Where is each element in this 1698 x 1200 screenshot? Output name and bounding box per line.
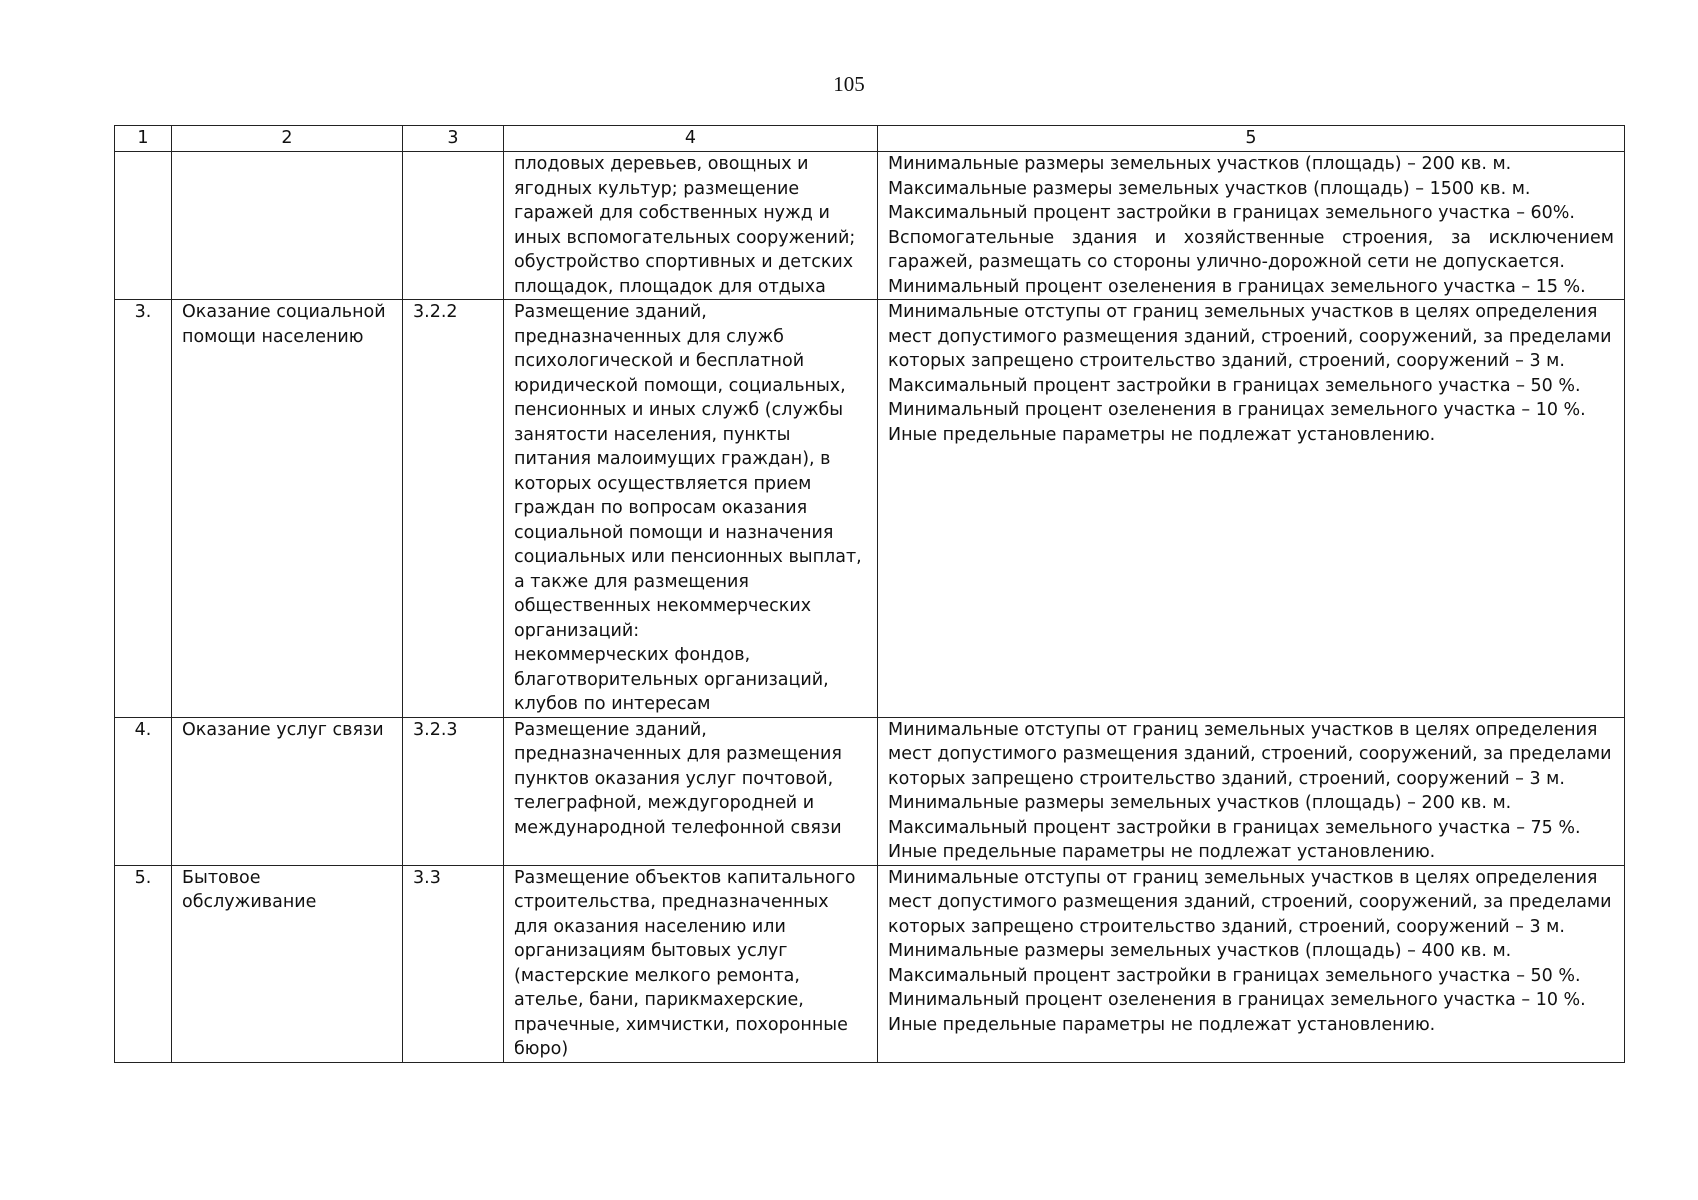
parameter-line: которых запрещено строительство зданий, строений, сооружений – 3 м. bbox=[888, 916, 1565, 937]
row-number-cell: 4. bbox=[115, 717, 172, 865]
table-body bbox=[115, 152, 1625, 1063]
description-line: которых осуществляется прием bbox=[514, 473, 812, 494]
description-line: ателье, бани, парикмахерские, bbox=[514, 990, 804, 1010]
parameter-line: Минимальные отступы от границ земельных участков в целях определения bbox=[888, 867, 1598, 888]
page-number: 105 bbox=[833, 72, 865, 96]
parameter-line: Максимальный процент застройки в границах земельного участка – 50 %. bbox=[888, 965, 1581, 986]
parameters-cell bbox=[878, 152, 1625, 300]
parameter-line: Минимальные отступы от границ земельных участков в целях определения bbox=[888, 719, 1598, 740]
parameter-line: Минимальный процент озеленения в границах земельного участка – 15 %. bbox=[888, 276, 1586, 297]
use-code-cell: 3.2.3 bbox=[403, 717, 504, 865]
use-name-cell bbox=[172, 152, 403, 300]
parameter-line: Минимальные размеры земельных участков (площадь) – 200 кв. м. bbox=[888, 154, 1512, 174]
parameter-line: Минимальные размеры земельных участков (площадь) – 400 кв. м. bbox=[888, 941, 1512, 961]
description-line: организациям бытовых услуг bbox=[514, 941, 788, 961]
parameter-line: Минимальные отступы от границ земельных участков в целях определения bbox=[888, 302, 1598, 322]
parameter-line: которых запрещено строительство зданий, строений, сооружений – 3 м. bbox=[888, 768, 1565, 789]
column-header-4: 4 bbox=[504, 126, 878, 152]
description-line: для оказания населению или bbox=[514, 916, 786, 937]
use-name-line: Оказание социальной bbox=[182, 302, 386, 322]
description-line: занятости населения, пункты bbox=[514, 424, 791, 445]
description-line: а также для размещения bbox=[514, 571, 749, 592]
use-code-cell: 3.3 bbox=[403, 865, 504, 1062]
description-cell bbox=[504, 717, 878, 865]
row-number-cell: 5. bbox=[115, 865, 172, 1062]
header-row bbox=[115, 126, 1625, 152]
description-line: международной телефонной связи bbox=[514, 817, 842, 838]
parameter-line: Максимальный процент застройки в границах земельного участка – 60%. bbox=[888, 203, 1575, 223]
description-line: психологической и бесплатной bbox=[514, 351, 805, 371]
description-line: организаций: bbox=[514, 620, 640, 641]
parameter-line: Иные предельные параметры не подлежат установлению. bbox=[888, 424, 1436, 445]
parameter-line: мест допустимого размещения зданий, строений, сооружений, за пределами bbox=[888, 744, 1612, 764]
parameter-line: Иные предельные параметры не подлежат установлению. bbox=[888, 842, 1436, 862]
column-header-2: 2 bbox=[172, 126, 403, 152]
description-line: граждан по вопросам оказания bbox=[514, 498, 808, 518]
description-cell bbox=[504, 152, 878, 300]
description-line: иных вспомогательных сооружений; bbox=[514, 227, 856, 248]
row-number-cell bbox=[115, 152, 172, 300]
parameter-line: Минимальный процент озеленения в границах земельного участка – 10 %. bbox=[888, 990, 1586, 1010]
table-row bbox=[115, 152, 1625, 300]
description-line: гаражей для собственных нужд и bbox=[514, 203, 830, 223]
description-line: пенсионных и иных служб (службы bbox=[514, 400, 844, 420]
description-line: социальной помощи и назначения bbox=[514, 522, 834, 543]
parameters-cell bbox=[878, 300, 1625, 718]
description-line: площадок, площадок для отдыха bbox=[514, 276, 826, 297]
parameter-line: Вспомогательные здания и хозяйственные строения, за исключением bbox=[888, 227, 1614, 248]
description-line: общественных некоммерческих bbox=[514, 596, 812, 616]
description-line: прачечные, химчистки, похоронные bbox=[514, 1014, 848, 1035]
description-line: предназначенных для размещения bbox=[514, 744, 842, 764]
use-name-line: Бытовое bbox=[182, 867, 261, 888]
description-line: социальных или пенсионных выплат, bbox=[514, 547, 862, 567]
column-header-1: 1 bbox=[115, 126, 172, 152]
parameter-line: Максимальный процент застройки в границах земельного участка – 75 %. bbox=[888, 817, 1581, 838]
table-row bbox=[115, 865, 1625, 1062]
parameter-line: Минимальный процент озеленения в границах земельного участка – 10 %. bbox=[888, 400, 1586, 420]
description-line: бюро) bbox=[514, 1039, 569, 1059]
description-line: (мастерские мелкого ремонта, bbox=[514, 965, 800, 986]
parameter-line: мест допустимого размещения зданий, строений, сооружений, за пределами bbox=[888, 326, 1612, 347]
parameters-cell bbox=[878, 717, 1625, 865]
parameter-line: Максимальный процент застройки в границах земельного участка – 50 %. bbox=[888, 375, 1581, 396]
table-row bbox=[115, 717, 1625, 865]
description-line: некоммерческих фондов, bbox=[514, 645, 751, 665]
parameters-cell bbox=[878, 865, 1625, 1062]
description-line: юридической помощи, социальных, bbox=[514, 375, 846, 396]
description-line: строительства, предназначенных bbox=[514, 892, 829, 912]
description-cell bbox=[504, 865, 878, 1062]
parameter-line: которых запрещено строительство зданий, строений, сооружений – 3 м. bbox=[888, 351, 1565, 371]
land-use-table bbox=[114, 125, 1625, 1063]
parameter-line: гаражей, размещать со стороны улично-дорожной сети не допускается. bbox=[888, 252, 1565, 272]
parameter-line: Иные предельные параметры не подлежат установлению. bbox=[888, 1014, 1436, 1035]
description-line: предназначенных для служб bbox=[514, 326, 784, 347]
description-line: телеграфной, междугородней и bbox=[514, 793, 815, 813]
description-line: клубов по интересам bbox=[514, 694, 711, 714]
use-name-line: обслуживание bbox=[182, 892, 317, 912]
column-header-5: 5 bbox=[878, 126, 1625, 152]
description-line: Размещение объектов капитального bbox=[514, 867, 856, 888]
parameter-line: Минимальные размеры земельных участков (площадь) – 200 кв. м. bbox=[888, 793, 1512, 813]
description-cell bbox=[504, 300, 878, 718]
description-line: пунктов оказания услуг почтовой, bbox=[514, 768, 834, 789]
use-name-cell bbox=[172, 300, 403, 718]
description-line: обустройство спортивных и детских bbox=[514, 252, 854, 272]
description-line: питания малоимущих граждан), в bbox=[514, 449, 831, 469]
table-row bbox=[115, 300, 1625, 718]
row-number-cell: 3. bbox=[115, 300, 172, 718]
description-line: плодовых деревьев, овощных и bbox=[514, 154, 809, 174]
description-line: Размещение зданий, bbox=[514, 302, 707, 322]
description-line: Размещение зданий, bbox=[514, 719, 707, 740]
use-name-line: Оказание услуг связи bbox=[182, 719, 384, 740]
use-code-cell bbox=[403, 152, 504, 300]
use-code-cell: 3.2.2 bbox=[403, 300, 504, 718]
description-line: благотворительных организаций, bbox=[514, 669, 829, 690]
use-name-cell bbox=[172, 865, 403, 1062]
column-header-3: 3 bbox=[403, 126, 504, 152]
parameter-line: Максимальные размеры земельных участков (площадь) – 1500 кв. м. bbox=[888, 178, 1531, 199]
use-name-cell bbox=[172, 717, 403, 865]
parameter-line: мест допустимого размещения зданий, строений, сооружений, за пределами bbox=[888, 892, 1612, 912]
use-name-line: помощи населению bbox=[182, 326, 364, 347]
description-line: ягодных культур; размещение bbox=[514, 178, 800, 199]
